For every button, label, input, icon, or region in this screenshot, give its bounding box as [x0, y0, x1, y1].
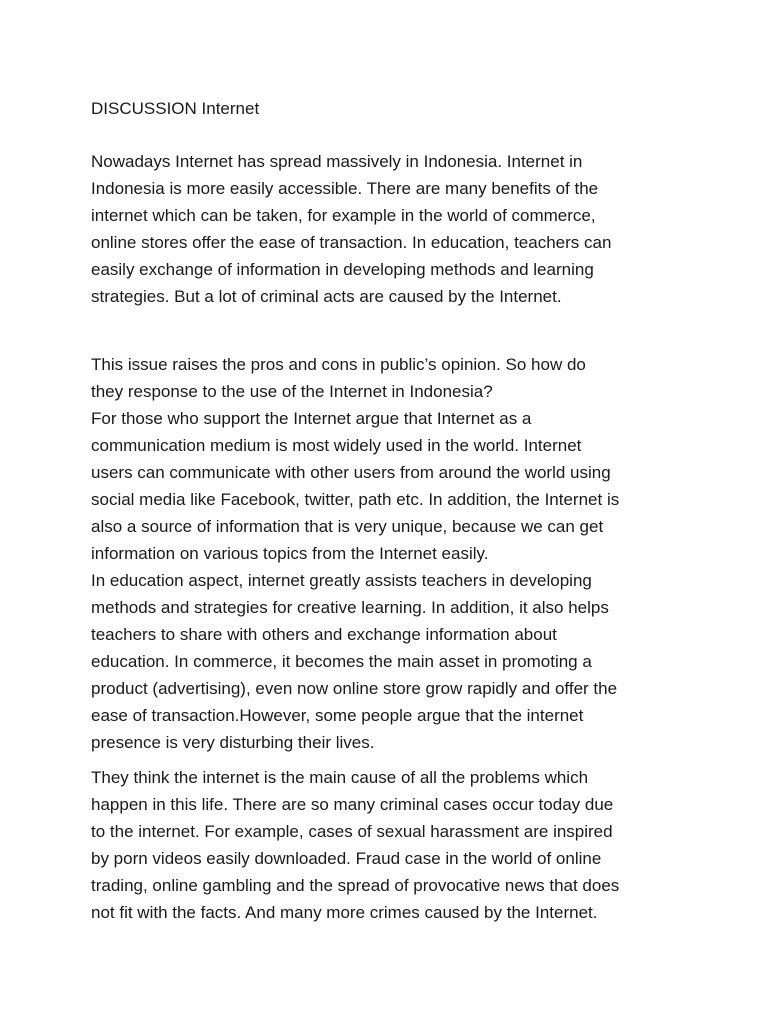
paragraph-opponents: They think the internet is the main cause of all the problems which happen in this life. There are so many criminal cases occur today due to the internet. For example, cases of sexual harassment are inspired by porn videos easily downloaded. Fraud case in the world of online trading, online gambling and the spread of provocative news that does not fit with the facts. And many more crimes caused by the Internet.: [91, 768, 620, 922]
paragraph-education-commerce: In education aspect, internet greatly assists teachers in developing methods and strategies for creative learning. In addition, it also helps teachers to share with others and exchange information about education. In commerce, it becomes the main asset in promoting a product (advertising), even now online store grow rapidly and offer the ease of transaction.However, some people argue that the internet presence is very disturbing their lives.: [91, 571, 618, 752]
document-title: DISCUSSION Internet: [91, 99, 260, 118]
paragraph-supporters: This issue raises the pros and cons in public’s opinion. So how do they response to the use of the Internet in Indonesia? For those who support the Internet argue that Internet as a communication medium is most widely used in the world. Internet users can communicate with other users from around the world using social media like Facebook, twitter, path etc. In addition, the Internet is also a source of information that is very unique, because we can get information on various topics from the Internet easily.: [91, 355, 620, 563]
paragraph-introduction: Nowadays Internet has spread massively in Indonesia. Internet in Indonesia is more easily accessible. There are many benefits of the internet which can be taken, for example in the world of commerce, online stores offer the ease of transaction. In education, teachers can easily exchange of information in developing methods and learning strategies. But a lot of criminal acts are caused by the Internet.: [91, 152, 612, 306]
